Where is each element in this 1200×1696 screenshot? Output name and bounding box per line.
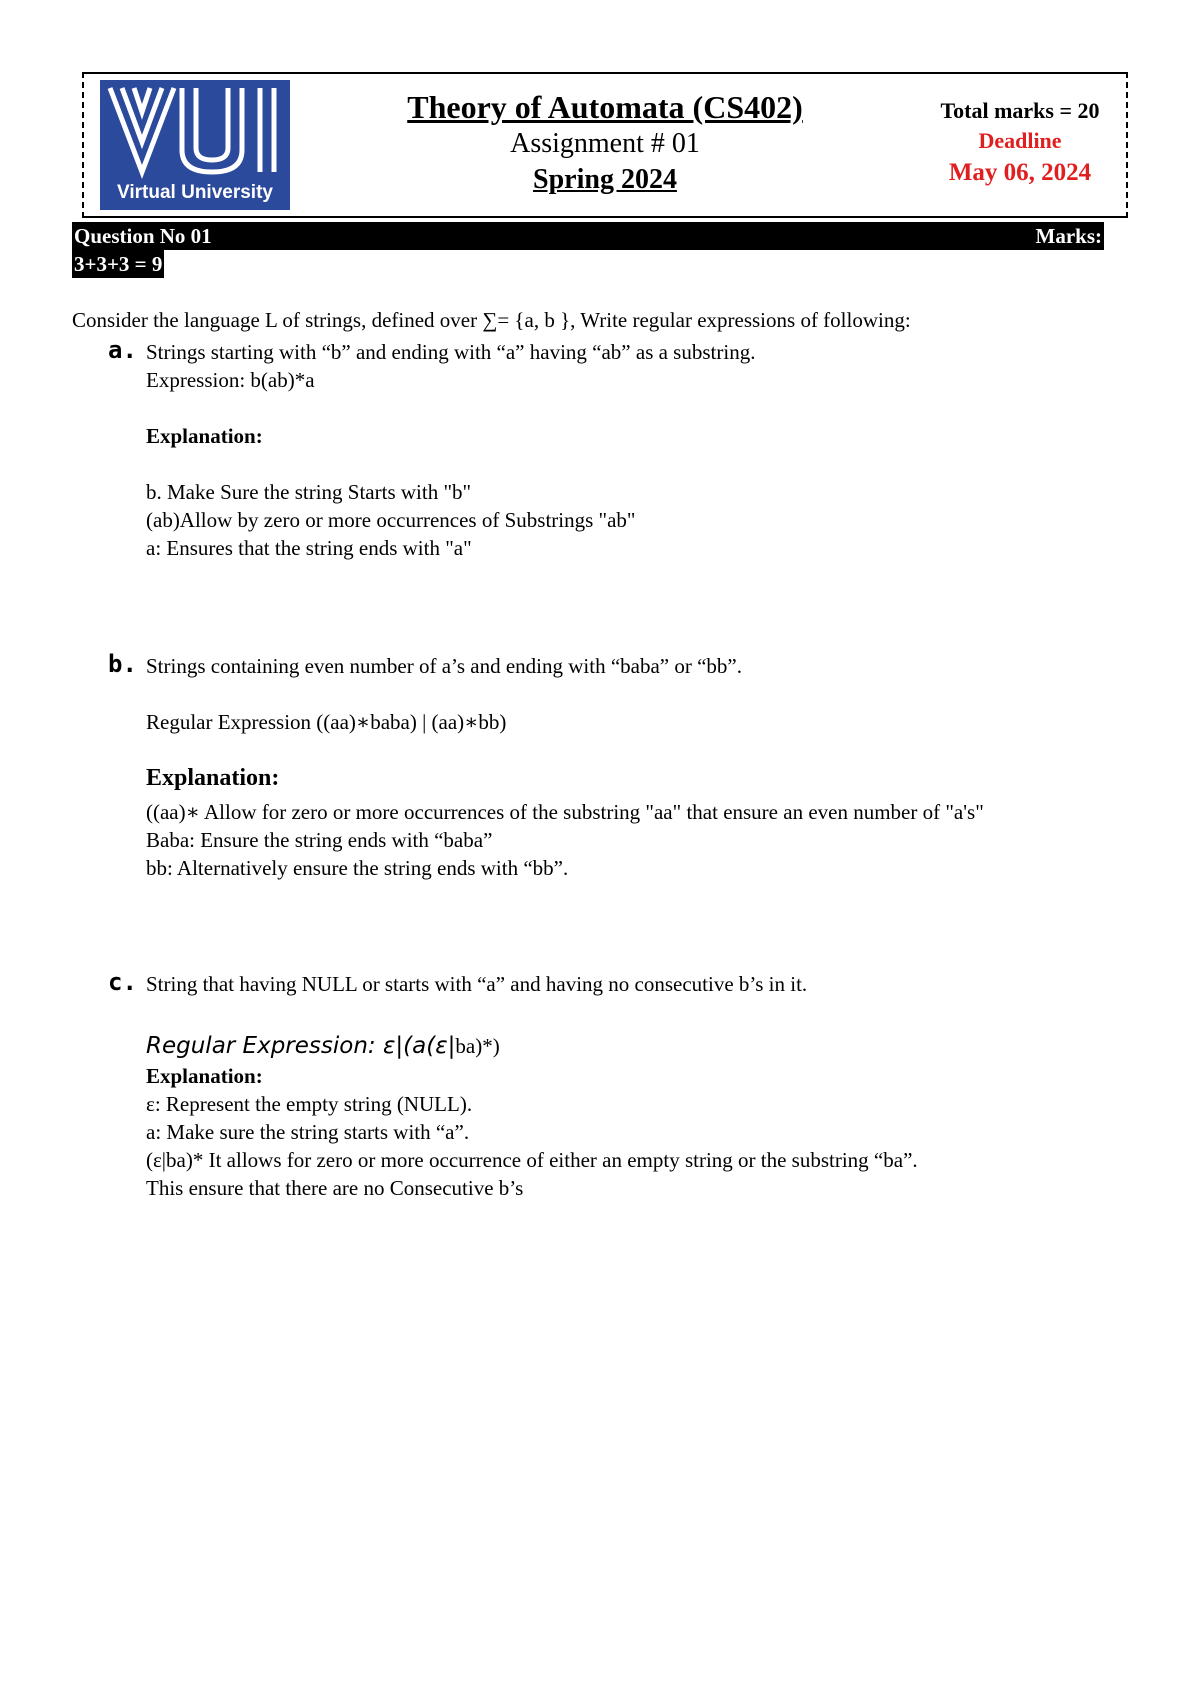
question-label: Question No 01 <box>74 224 212 248</box>
part-a-statement: Strings starting with “b” and ending with “a” having “ab” as a substring. <box>146 340 756 364</box>
part-c-label: c. <box>108 968 137 996</box>
marks-value: 3+3+3 = 9 <box>74 252 163 276</box>
part-b-line: ((aa)∗ Allow for zero or more occurrences of the substring "aa" that ensure an even number of "a's" <box>146 800 984 824</box>
total-marks: Total marks = 20 <box>940 98 1100 123</box>
question-intro: Consider the language L of strings, defined over ∑= {a, b }, Write regular expressions of following: <box>72 308 911 332</box>
marks-label: Marks: <box>1035 224 1102 248</box>
part-a-label: a. <box>108 336 137 364</box>
part-c-line: This ensure that there are no Consecutive b’s <box>146 1176 524 1200</box>
vu-logo <box>100 80 290 210</box>
part-c-explanation-heading: Explanation: <box>146 1064 263 1088</box>
part-c-statement: String that having NULL or starts with “a” and having no consecutive b’s in it. <box>146 972 808 996</box>
part-b-statement: Strings containing even number of a’s and ending with “baba” or “bb”. <box>146 654 742 678</box>
part-b-expression: Regular Expression ((aa)∗baba) | (aa)∗bb) <box>146 710 507 734</box>
part-c-expression-italic: Regular Expression: ε|(a(ε| <box>146 1033 456 1059</box>
deadline-label: Deadline <box>978 128 1062 153</box>
part-b-line: bb: Alternatively ensure the string ends with “bb”. <box>146 856 569 880</box>
part-a-line: (ab)Allow by zero or more occurrences of Substrings "ab" <box>146 508 636 532</box>
part-c-line: a: Make sure the string starts with “a”. <box>146 1120 470 1144</box>
part-c-expression <box>146 1032 500 1060</box>
part-a-expression: Expression: b(ab)*a <box>146 368 315 392</box>
term: Spring 2024 <box>533 164 677 195</box>
part-b-explanation-heading: Explanation: <box>146 765 280 791</box>
course-title: Theory of Automata (CS402) <box>407 89 803 125</box>
question-bar <box>72 222 1104 250</box>
part-b-label: b. <box>108 650 137 678</box>
title-block <box>330 88 880 198</box>
part-b-line: Baba: Ensure the string ends with “baba” <box>146 828 493 852</box>
assignment-number: Assignment # 01 <box>510 128 700 159</box>
marks-deadline-block <box>920 96 1120 190</box>
part-c-line: ε: Represent the empty string (NULL). <box>146 1092 473 1116</box>
part-a-line: b. Make Sure the string Starts with "b" <box>146 480 472 504</box>
part-c-line: (ε|ba)* It allows for zero or more occurrence of either an empty string or the substring “ba”. <box>146 1148 918 1172</box>
part-c-expression-rest: ba)*) <box>455 1034 500 1058</box>
deadline-date: May 06, 2024 <box>948 159 1092 186</box>
part-a-explanation-heading: Explanation: <box>146 424 263 448</box>
part-a-line: a: Ensures that the string ends with "a" <box>146 536 472 560</box>
logo-text: Virtual University <box>117 182 273 203</box>
